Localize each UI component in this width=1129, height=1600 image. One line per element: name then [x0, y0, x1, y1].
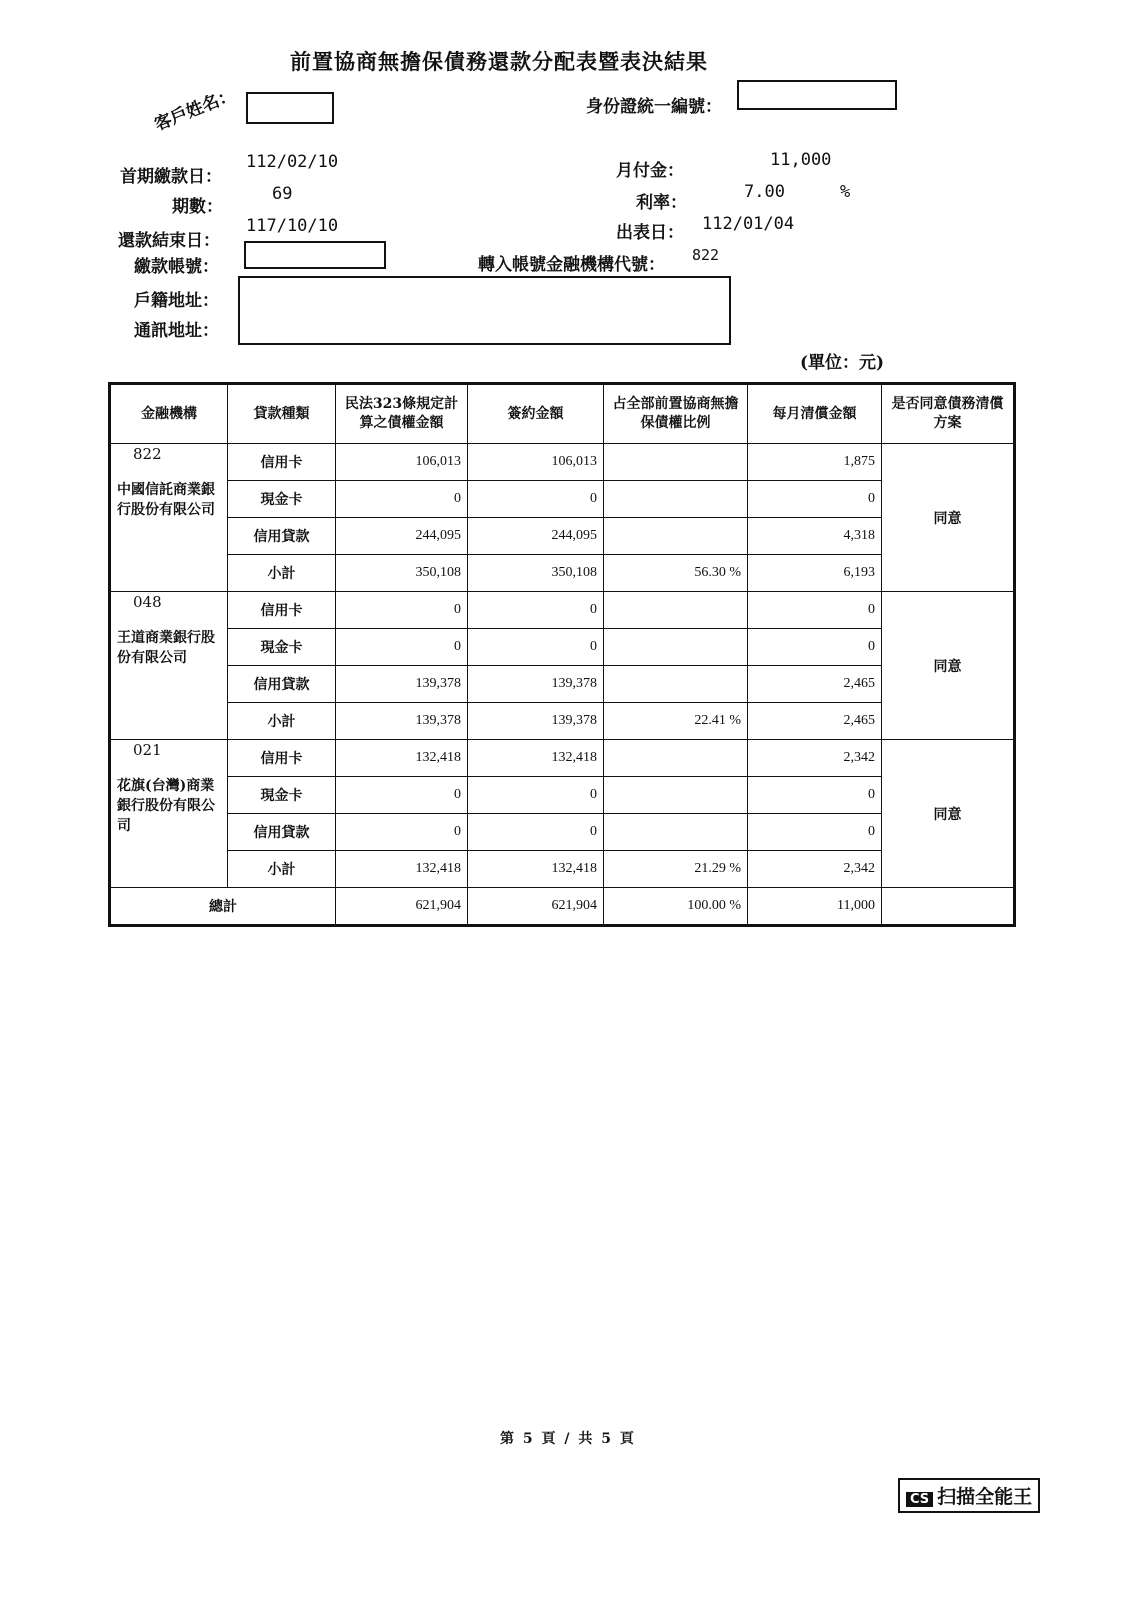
ratio: [604, 518, 748, 555]
rate-unit: %: [840, 182, 851, 202]
col-loan-type: 貸款種類: [228, 384, 336, 444]
page-footer: 第 5 頁 / 共 5 頁: [500, 1431, 636, 1447]
contract-amount: 139,378: [468, 666, 604, 703]
loan-type: 小計: [228, 555, 336, 592]
table-row: [110, 518, 1015, 555]
claim-amount: 350,108: [336, 555, 468, 592]
loan-type: 信用貸款: [228, 666, 336, 703]
col-institution: 金融機構: [110, 384, 228, 444]
monthly-amount: 2,342: [748, 851, 882, 888]
table-row: [110, 444, 1015, 481]
contract-amount: 132,418: [468, 851, 604, 888]
watermark-text: 扫描全能王: [937, 1486, 1033, 1508]
contract-amount: 244,095: [468, 518, 604, 555]
loan-type: 小計: [228, 851, 336, 888]
ratio: [604, 444, 748, 481]
id-label: 身份證統一編號：: [586, 97, 722, 117]
col-ratio: 占全部前置協商無擔保債權比例: [604, 384, 748, 444]
table-row: [110, 481, 1015, 518]
loan-type: 現金卡: [228, 629, 336, 666]
mail-address-label: 通訊地址：: [134, 321, 219, 341]
contract-amount: 0: [468, 592, 604, 629]
bank-name: 花旗(台灣)商業銀行股份有限公司: [117, 777, 215, 835]
loan-type: 信用卡: [228, 592, 336, 629]
loan-type: 信用卡: [228, 444, 336, 481]
total-monthly: 11,000: [748, 888, 882, 926]
ratio: [604, 481, 748, 518]
claim-amount: 132,418: [336, 851, 468, 888]
total-contract: 621,904: [468, 888, 604, 926]
account-redaction: [244, 241, 386, 269]
claim-amount: 244,095: [336, 518, 468, 555]
ratio: 22.41 %: [604, 703, 748, 740]
col-agree: 是否同意債務清償方案: [882, 384, 1015, 444]
monthly-amount: 0: [748, 629, 882, 666]
periods-value: 69: [272, 184, 293, 204]
ratio: [604, 777, 748, 814]
table-row: [110, 777, 1015, 814]
total-ratio: 100.00 %: [604, 888, 748, 926]
ratio: [604, 629, 748, 666]
first-pay-value: 112/02/10: [246, 152, 339, 172]
table-header-row: [110, 384, 1015, 444]
unit-note: (單位：元): [800, 353, 885, 373]
bank-name: 中國信託商業銀行股份有限公司: [117, 481, 215, 519]
contract-amount: 0: [468, 629, 604, 666]
monthly-amount: 0: [748, 814, 882, 851]
table-row: [110, 555, 1015, 592]
monthly-amount: 2,465: [748, 666, 882, 703]
contract-amount: 0: [468, 777, 604, 814]
monthly-amount: 2,342: [748, 740, 882, 777]
total-label: 總計: [110, 888, 336, 926]
first-pay-label: 首期繳款日：: [120, 167, 222, 187]
claim-amount: 132,418: [336, 740, 468, 777]
end-date-value: 117/10/10: [246, 216, 339, 236]
contract-amount: 139,378: [468, 703, 604, 740]
table-row: [110, 814, 1015, 851]
loan-type: 現金卡: [228, 777, 336, 814]
id-redaction: [737, 80, 897, 110]
ratio: [604, 740, 748, 777]
table-row: [110, 666, 1015, 703]
total-agree-empty: [882, 888, 1015, 926]
ratio: 56.30 %: [604, 555, 748, 592]
claim-amount: 0: [336, 814, 468, 851]
table-row: [110, 629, 1015, 666]
loan-type: 信用卡: [228, 740, 336, 777]
claim-amount: 0: [336, 481, 468, 518]
issue-date-label: 出表日：: [616, 223, 684, 243]
account-label: 繳款帳號：: [134, 257, 219, 277]
table-row: [110, 851, 1015, 888]
bank-cell: [110, 592, 228, 740]
monthly-label: 月付金：: [616, 161, 684, 181]
household-address-label: 戶籍地址：: [134, 291, 219, 311]
monthly-amount: 1,875: [748, 444, 882, 481]
table-row: [110, 740, 1015, 777]
bank-code: 021: [133, 741, 162, 759]
rate-label: 利率：: [636, 193, 687, 213]
total-row: [110, 888, 1015, 926]
end-date-label: 還款結束日：: [118, 231, 220, 251]
loan-type: 信用貸款: [228, 518, 336, 555]
monthly-amount: 4,318: [748, 518, 882, 555]
monthly-amount: 0: [748, 777, 882, 814]
bank-name: 王道商業銀行股份有限公司: [117, 629, 215, 667]
allocation-table: [108, 382, 1016, 927]
rate-value: 7.00: [744, 182, 785, 202]
bank-cell: [110, 444, 228, 592]
col-monthly: 每月清償金額: [748, 384, 882, 444]
agree-status: 同意: [882, 740, 1015, 888]
table-row: [110, 703, 1015, 740]
watermark-mark: CS: [906, 1492, 933, 1507]
name-redaction: [246, 92, 334, 124]
ratio: [604, 666, 748, 703]
bank-code: 048: [133, 593, 162, 611]
contract-amount: 106,013: [468, 444, 604, 481]
total-claim: 621,904: [336, 888, 468, 926]
agree-status: 同意: [882, 444, 1015, 592]
loan-type: 信用貸款: [228, 814, 336, 851]
name-label: 客戶姓名：: [151, 84, 239, 136]
col-claim-amount: 民法323條規定計算之債權金額: [336, 384, 468, 444]
claim-amount: 106,013: [336, 444, 468, 481]
periods-label: 期數：: [172, 197, 223, 217]
monthly-amount: 6,193: [748, 555, 882, 592]
ratio: [604, 814, 748, 851]
monthly-amount: 0: [748, 592, 882, 629]
claim-amount: 0: [336, 629, 468, 666]
address-redaction: [238, 276, 731, 345]
bank-cell: [110, 740, 228, 888]
agree-status: 同意: [882, 592, 1015, 740]
issue-date-value: 112/01/04: [702, 214, 795, 234]
bank-code: 822: [133, 445, 162, 463]
monthly-value: 11,000: [770, 150, 832, 170]
transfer-code-value: 822: [692, 246, 720, 264]
contract-amount: 132,418: [468, 740, 604, 777]
monthly-amount: 0: [748, 481, 882, 518]
loan-type: 小計: [228, 703, 336, 740]
contract-amount: 350,108: [468, 555, 604, 592]
scanner-watermark: [898, 1478, 1040, 1513]
claim-amount: 0: [336, 777, 468, 814]
document-title: 前置協商無擔保債務還款分配表暨表決結果: [290, 49, 708, 74]
table-row: [110, 592, 1015, 629]
contract-amount: 0: [468, 814, 604, 851]
col-contract-amount: 簽約金額: [468, 384, 604, 444]
claim-amount: 0: [336, 592, 468, 629]
claim-amount: 139,378: [336, 666, 468, 703]
loan-type: 現金卡: [228, 481, 336, 518]
monthly-amount: 2,465: [748, 703, 882, 740]
ratio: 21.29 %: [604, 851, 748, 888]
claim-amount: 139,378: [336, 703, 468, 740]
ratio: [604, 592, 748, 629]
contract-amount: 0: [468, 481, 604, 518]
transfer-code-label: 轉入帳號金融機構代號：: [478, 255, 665, 275]
